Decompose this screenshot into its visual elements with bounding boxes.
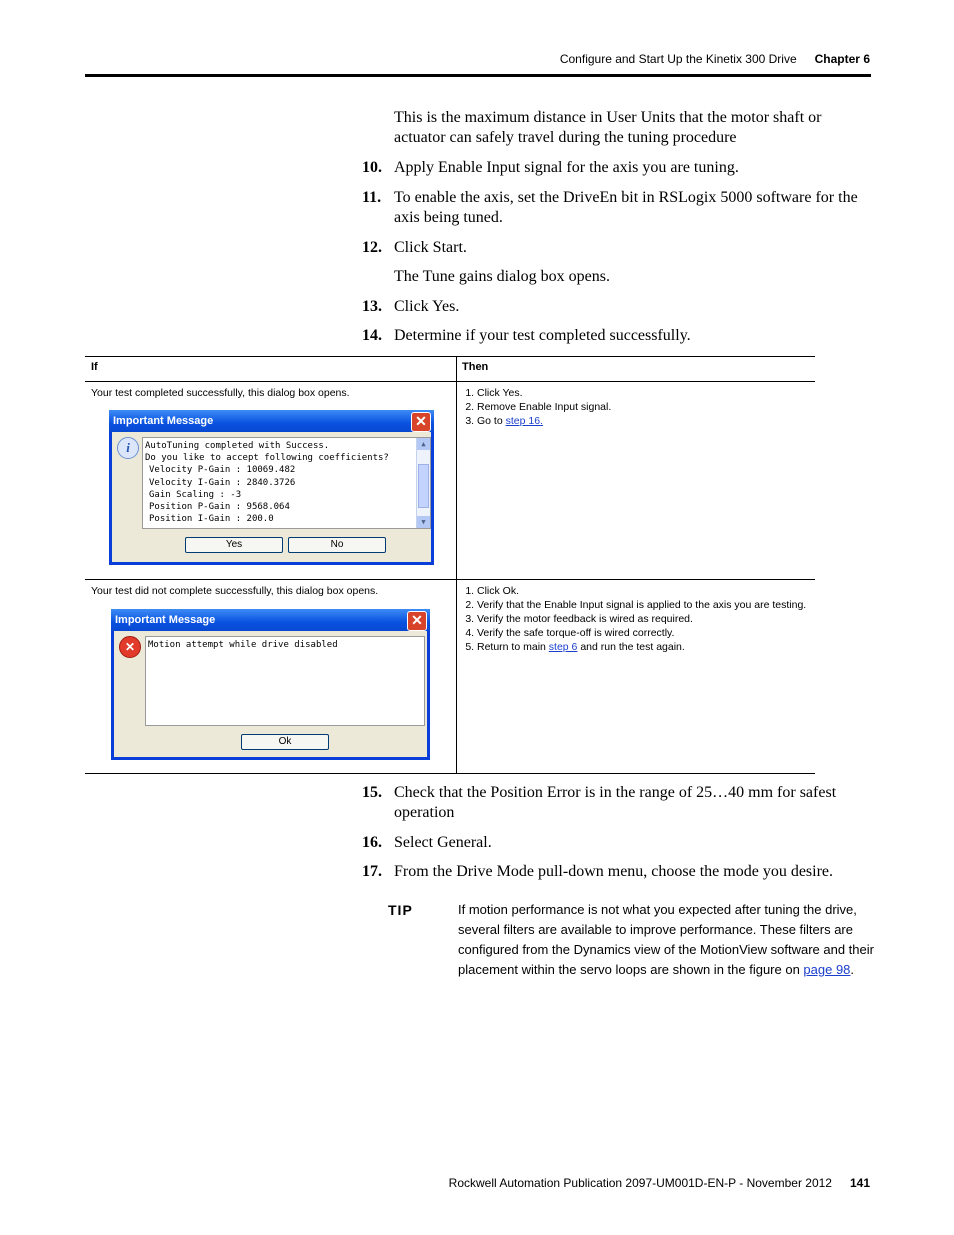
step-text: From the Drive Mode pull-down menu, choose the mode you desire. — [394, 863, 834, 880]
step-14 — [362, 326, 862, 346]
list-item-text: Go to — [477, 415, 506, 427]
step-text: Select General. — [394, 834, 492, 851]
section-title: Configure and Start Up the Kinetix 300 Drive — [559, 52, 797, 66]
step-16-link[interactable]: step 16. — [505, 415, 543, 427]
list-item — [477, 640, 806, 654]
step-text: Click Start. — [394, 239, 467, 256]
list-item: 3. Verify the motor feedback is wired as required. — [477, 612, 806, 626]
message-line: Do you like to accept following coefficients? — [145, 453, 389, 464]
message-scrollbar[interactable] — [416, 438, 430, 528]
step-text: Check that the Position Error is in the range of 25…40 mm for safest operation — [394, 784, 837, 821]
step-number: 10. — [362, 159, 382, 176]
step-number: 15. — [362, 784, 382, 801]
close-icon[interactable]: ✕ — [411, 412, 431, 432]
dialog-message-box — [145, 636, 425, 726]
motion-error-dialog — [111, 609, 430, 760]
dialog-title: Important Message — [113, 415, 214, 427]
step-text: Apply Enable Input signal for the axis you are tuning. — [394, 159, 739, 176]
info-icon: i — [117, 437, 139, 459]
message-line: Motion attempt while drive disabled — [148, 640, 338, 650]
page-footer — [449, 1176, 870, 1190]
list-item — [477, 414, 611, 428]
table-header-rule — [85, 381, 815, 382]
tip-text — [458, 900, 874, 980]
step-13 — [362, 297, 862, 317]
table-top-rule — [85, 356, 815, 357]
step-11 — [362, 188, 862, 228]
list-item: 2. Verify that the Enable Input signal is applied to the axis you are testing. — [477, 598, 806, 612]
step-text: To enable the axis, set the DriveEn bit in RSLogix 5000 software for the axis being tuned. — [394, 189, 858, 226]
list-item-text: Return to main — [477, 641, 549, 653]
step-10 — [362, 158, 862, 178]
tip-label: TIP — [388, 902, 413, 918]
row2-then-list — [463, 584, 806, 654]
message-line: Gain Scaling : -3 — [149, 489, 242, 500]
step-text: Click Yes. — [394, 298, 460, 315]
step-number: 13. — [362, 298, 382, 315]
step-number: 12. — [362, 239, 382, 256]
step-number: 17. — [362, 863, 382, 880]
table-bottom-rule — [85, 773, 815, 774]
tip-body: If motion performance is not what you expected after tuning the drive, several filters are available to improve performance. These filters are configured from the Dynamics view of the MotionView software and their placement within the servo loops are shown in the figure on — [458, 902, 874, 977]
list-item: 1. Click Yes. — [477, 386, 611, 400]
step-6-link[interactable]: step 6 — [548, 641, 578, 653]
tuning-success-dialog — [109, 410, 434, 565]
dialog-titlebar — [109, 410, 434, 432]
dialog-message-box — [142, 437, 431, 529]
step-16 — [362, 833, 862, 853]
header-rule — [85, 74, 871, 77]
step-12 — [362, 238, 862, 258]
step-15 — [362, 783, 862, 823]
step-number: 14. — [362, 327, 382, 344]
row1-then-list — [463, 386, 611, 428]
scroll-up-icon[interactable]: ▲ — [417, 438, 430, 450]
tip-suffix: . — [850, 962, 855, 977]
running-header — [542, 52, 870, 66]
page-98-link[interactable]: page 98 — [803, 962, 851, 977]
error-icon: ✕ — [119, 636, 141, 658]
chapter-label: Chapter 6 — [814, 52, 870, 66]
page-number: 141 — [849, 1176, 870, 1190]
scroll-thumb[interactable] — [418, 464, 429, 508]
message-line: Position I-Gain : 200.0 — [149, 514, 274, 525]
table-column-rule — [456, 356, 457, 774]
list-item-text: and run the test again. — [577, 641, 685, 653]
no-button[interactable]: No — [288, 537, 386, 553]
if-then-table — [85, 356, 815, 774]
message-line: Position P-Gain : 9568.064 — [149, 502, 290, 513]
list-item: 2. Remove Enable Input signal. — [477, 400, 611, 414]
dialog-title: Important Message — [115, 614, 216, 626]
message-line: Velocity I-Gain : 2840.3726 — [149, 477, 296, 488]
message-line: Velocity P-Gain : 10069.482 — [149, 465, 296, 476]
ok-button[interactable]: Ok — [241, 734, 329, 750]
table-row-rule — [85, 579, 815, 580]
close-icon[interactable]: ✕ — [407, 611, 427, 631]
step-12-note: The Tune gains dialog box opens. — [394, 268, 610, 285]
step-number: 16. — [362, 834, 382, 851]
column-header-if: If — [91, 361, 98, 373]
step-number: 11. — [362, 189, 382, 206]
list-item: 4. Verify the safe torque-off is wired correctly. — [477, 626, 806, 640]
message-line: AutoTuning completed with Success. — [145, 441, 330, 451]
step-17 — [362, 862, 862, 882]
row2-if-text: Your test did not complete successfully, this dialog box opens. — [91, 585, 379, 597]
scroll-down-icon[interactable]: ▼ — [417, 516, 430, 528]
column-header-then: Then — [462, 361, 489, 373]
row1-if-text: Your test completed successfully, this dialog box opens. — [91, 387, 350, 399]
yes-button[interactable]: Yes — [185, 537, 283, 553]
step-text: Determine if your test completed successfully. — [394, 327, 691, 344]
intro-paragraph: This is the maximum distance in User Units that the motor shaft or actuator can safely travel during the tuning procedure — [394, 109, 822, 146]
dialog-titlebar — [111, 609, 430, 631]
publication-info: Rockwell Automation Publication 2097-UM001D-EN-P - November 2012 — [448, 1176, 832, 1190]
list-item: 1. Click Ok. — [477, 584, 806, 598]
